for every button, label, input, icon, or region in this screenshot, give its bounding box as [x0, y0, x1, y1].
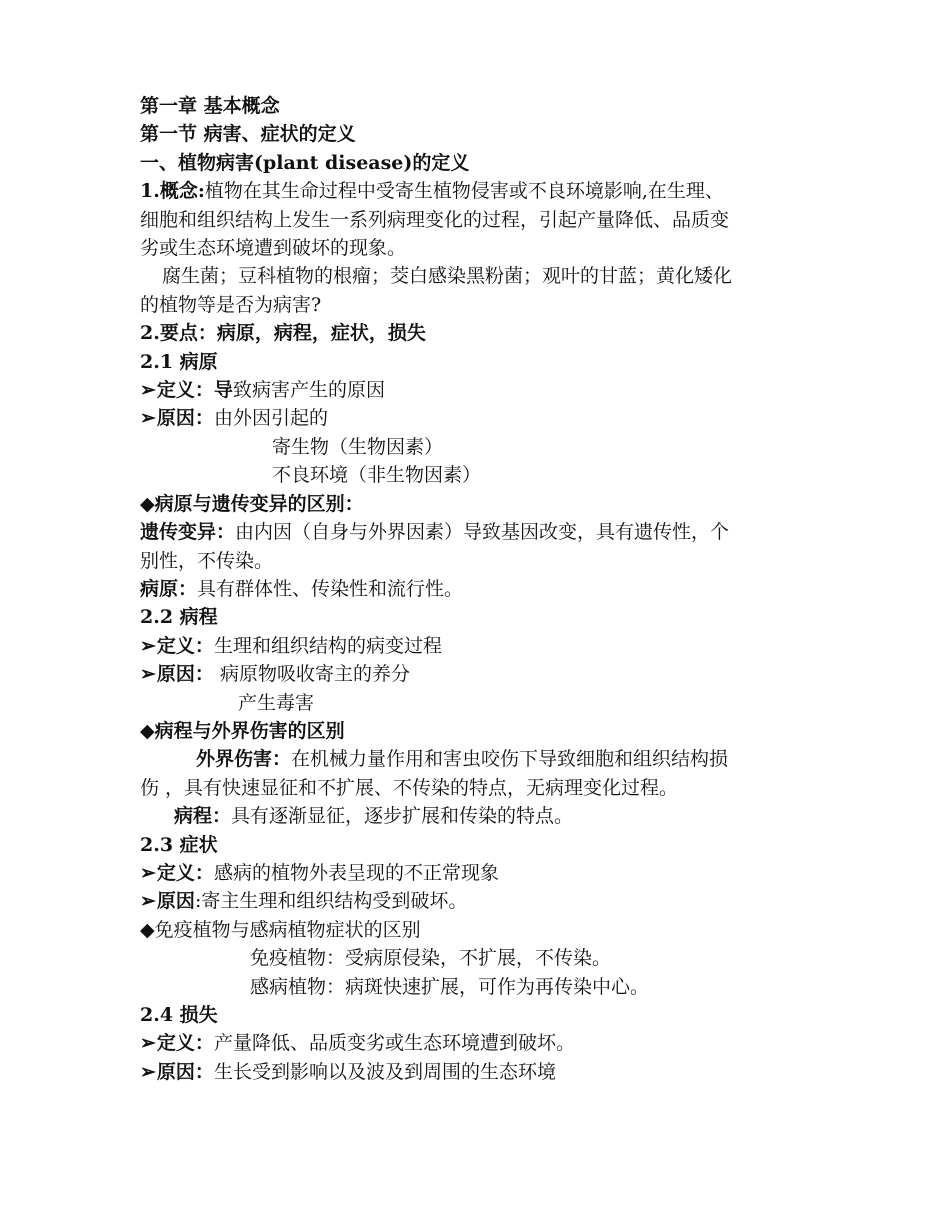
bullet-cause-2-1: ➢原因：由外因引起的: [140, 407, 328, 430]
heading-2-4: 2.4 损失: [140, 1004, 218, 1026]
immune-plant-line: 免疫植物：受病原侵染，不扩展，不传染。: [250, 947, 612, 970]
cause-item-1: 寄生物（生物因素）: [272, 435, 444, 458]
arrow-bullet-icon: ➢: [140, 861, 156, 884]
chapter-title: 第一章 基本概念: [140, 95, 280, 117]
diff-heading-3: ◆免疫植物与感病植物症状的区别: [140, 918, 421, 941]
subsection-title: 一、植物病害(plant disease)的定义: [140, 151, 470, 174]
arrow-bullet-icon: ➢: [140, 1060, 156, 1083]
genetic-variation-line-2: 别性，不传染。: [140, 549, 274, 572]
cause-item-2: 不良环境（非生物因素）: [272, 464, 482, 487]
question-line-1: 腐生菌；豆科植物的根瘤；茭白感染黑粉菌；观叶的甘蓝；黄化矮化: [162, 265, 733, 288]
concept-line-2: 细胞和组织结构上发生一系列病理变化的过程，引起产量降低、品质变: [140, 208, 730, 231]
arrow-bullet-icon: ➢: [140, 663, 156, 686]
cause-item-toxin: 产生毒害: [238, 691, 315, 714]
section-title: 第一节 病害、症状的定义: [140, 123, 356, 146]
diff-heading-1: ◆病原与遗传变异的区别：: [140, 492, 364, 515]
bullet-cause-2-2: ➢原因： 病原物吸收寄主的养分: [140, 663, 410, 686]
genetic-variation-line-1: 遗传变异：由内因（自身与外界因素）导致基因改变，具有遗传性，个: [140, 521, 730, 544]
susceptible-plant-line: 感病植物：病斑快速扩展，可作为再传染中心。: [250, 975, 650, 998]
diff-heading-2: ◆病程与外界伤害的区别: [140, 719, 345, 742]
document-page: [140, 92, 830, 1086]
question-line-2: 的植物等是否为病害?: [140, 293, 322, 316]
pathogen-line: 病原：具有群体性、传染性和流行性。: [140, 577, 464, 600]
concept-line-3: 劣或生态环境遭到破坏的现象。: [140, 237, 407, 260]
heading-2-3: 2.3 症状: [140, 833, 218, 856]
external-injury-line-1: 外界伤害：在机械力量作用和害虫咬伤下导致细胞和组织结构损: [196, 748, 729, 771]
bullet-definition-2-4: ➢定义：产量降低、品质变劣或生态环境遭到破坏。: [140, 1032, 575, 1055]
bullet-cause-2-3: ➢原因:寄主生理和组织结构受到破坏。: [140, 890, 468, 913]
concept-line-1: 1.概念:植物在其生命过程中受寄生植物侵害或不良环境影响,在生理、: [140, 180, 724, 203]
heading-2-2: 2.2 病程: [140, 606, 218, 629]
pathogenesis-line: 病程：具有逐渐显征，逐步扩展和传染的特点。: [174, 805, 574, 828]
arrow-bullet-icon: ➢: [140, 379, 156, 402]
bullet-definition-2-3: ➢定义：感病的植物外表呈现的不正常现象: [140, 861, 499, 884]
heading-2-1: 2.1 病原: [140, 350, 218, 373]
arrow-bullet-icon: ➢: [140, 890, 156, 913]
external-injury-line-2: 伤 ，具有快速显征和不扩展、不传染的特点，无病理变化过程。: [140, 776, 679, 799]
bullet-cause-2-4: ➢原因：生长受到影响以及波及到周围的生态环境: [140, 1060, 556, 1083]
arrow-bullet-icon: ➢: [140, 407, 156, 430]
key-points-heading: 2.要点：病原，病程，症状，损失: [140, 322, 426, 345]
arrow-bullet-icon: ➢: [140, 634, 156, 657]
arrow-bullet-icon: ➢: [140, 1032, 156, 1055]
bullet-definition-2-1: ➢定义：导致病害产生的原因: [140, 379, 385, 402]
bullet-definition-2-2: ➢定义：生理和组织结构的病变过程: [140, 634, 442, 657]
